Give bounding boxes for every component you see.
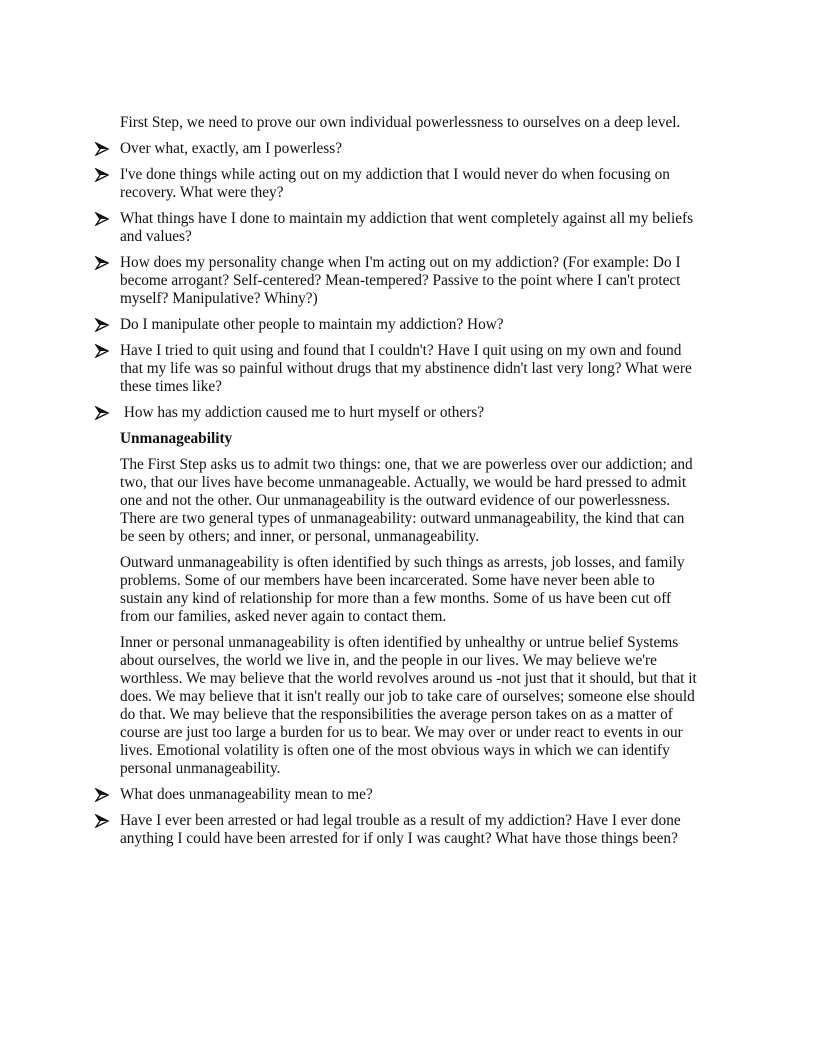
bullet-item bbox=[120, 316, 700, 334]
arrowhead-bullet-icon bbox=[95, 788, 109, 802]
bullet-item bbox=[120, 342, 700, 396]
body-paragraph: Outward unmanageability is often identified by such things as arrests, job losses, and family problems. Some of our members have been incarcerated. Some have never been able to sustain any kind of relationship for more than a few months. Some of us have been cut off from our families, asked never again to contact them. bbox=[120, 554, 685, 625]
bullet-text: How has my addiction caused me to hurt myself or others? bbox=[120, 404, 485, 421]
arrowhead-bullet-icon bbox=[95, 168, 109, 182]
bullet-list-powerlessness bbox=[120, 140, 700, 422]
bullet-item bbox=[120, 404, 700, 422]
bullet-text: Over what, exactly, am I powerless? bbox=[120, 140, 342, 157]
bullet-list-unmanageability bbox=[120, 786, 700, 848]
bullet-item bbox=[120, 812, 700, 848]
section-heading-unmanageability: Unmanageability bbox=[120, 430, 233, 447]
intro-paragraph: First Step, we need to prove our own individual powerlessness to ourselves on a deep level. bbox=[120, 114, 681, 131]
bullet-text: How does my personality change when I'm acting out on my addiction? (For example: Do I become arrogant? Self-centered? Mean-tempered? Passive to the point where I can't protect myself? Manipulative? Whiny?) bbox=[120, 254, 681, 307]
arrowhead-bullet-icon bbox=[95, 212, 109, 226]
arrowhead-bullet-icon bbox=[95, 256, 109, 270]
body-paragraph: Inner or personal unmanageability is often identified by unhealthy or untrue belief Systems about ourselves, the world we live in, and the people in our lives. We may believe we're worthless. We may believe that the world revolves around us -not just that it should, but that it does. We may believe that it isn't really our job to take care of ourselves; someone else should do that. We may believe that the responsibilities the average person takes on as a matter of course are just too large a burden for us to bear. We may over or under react to events in our lives. Emotional volatility is often one of the most obvious ways in which we can identify personal unmanageability. bbox=[120, 634, 697, 777]
body-paragraph: The First Step asks us to admit two things: one, that we are powerless over our addiction; and two, that our lives have become unmanageable. Actually, we would be hard pressed to admit one and not the other. Our unmanageability is the outward evidence of our powerlessness. There are two general types of unmanageability: outward unmanageability, the kind that can be seen by others; and inner, or personal, unmanageability. bbox=[120, 456, 693, 545]
bullet-item bbox=[120, 166, 700, 202]
bullet-item bbox=[120, 786, 700, 804]
arrowhead-bullet-icon bbox=[95, 814, 109, 828]
bullet-text: What things have I done to maintain my addiction that went completely against all my beliefs and values? bbox=[120, 210, 694, 245]
arrowhead-bullet-icon bbox=[95, 142, 109, 156]
bullet-item bbox=[120, 254, 700, 308]
bullet-text: What does unmanageability mean to me? bbox=[120, 786, 373, 803]
arrowhead-bullet-icon bbox=[95, 344, 109, 358]
bullet-text: I've done things while acting out on my addiction that I would never do when focusing on recovery. What were they? bbox=[120, 166, 670, 201]
arrowhead-bullet-icon bbox=[95, 406, 109, 420]
page-content bbox=[120, 114, 700, 856]
bullet-item bbox=[120, 140, 700, 158]
arrowhead-bullet-icon bbox=[95, 318, 109, 332]
bullet-item bbox=[120, 210, 700, 246]
bullet-text: Do I manipulate other people to maintain my addiction? How? bbox=[120, 316, 504, 333]
bullet-text: Have I ever been arrested or had legal trouble as a result of my addiction? Have I ever done anything I could have been arrested for if only I was caught? What have those things been? bbox=[120, 812, 681, 847]
bullet-text: Have I tried to quit using and found that I couldn't? Have I quit using on my own and found that my life was so painful without drugs that my abstinence didn't last very long? What were these times like? bbox=[120, 342, 692, 395]
